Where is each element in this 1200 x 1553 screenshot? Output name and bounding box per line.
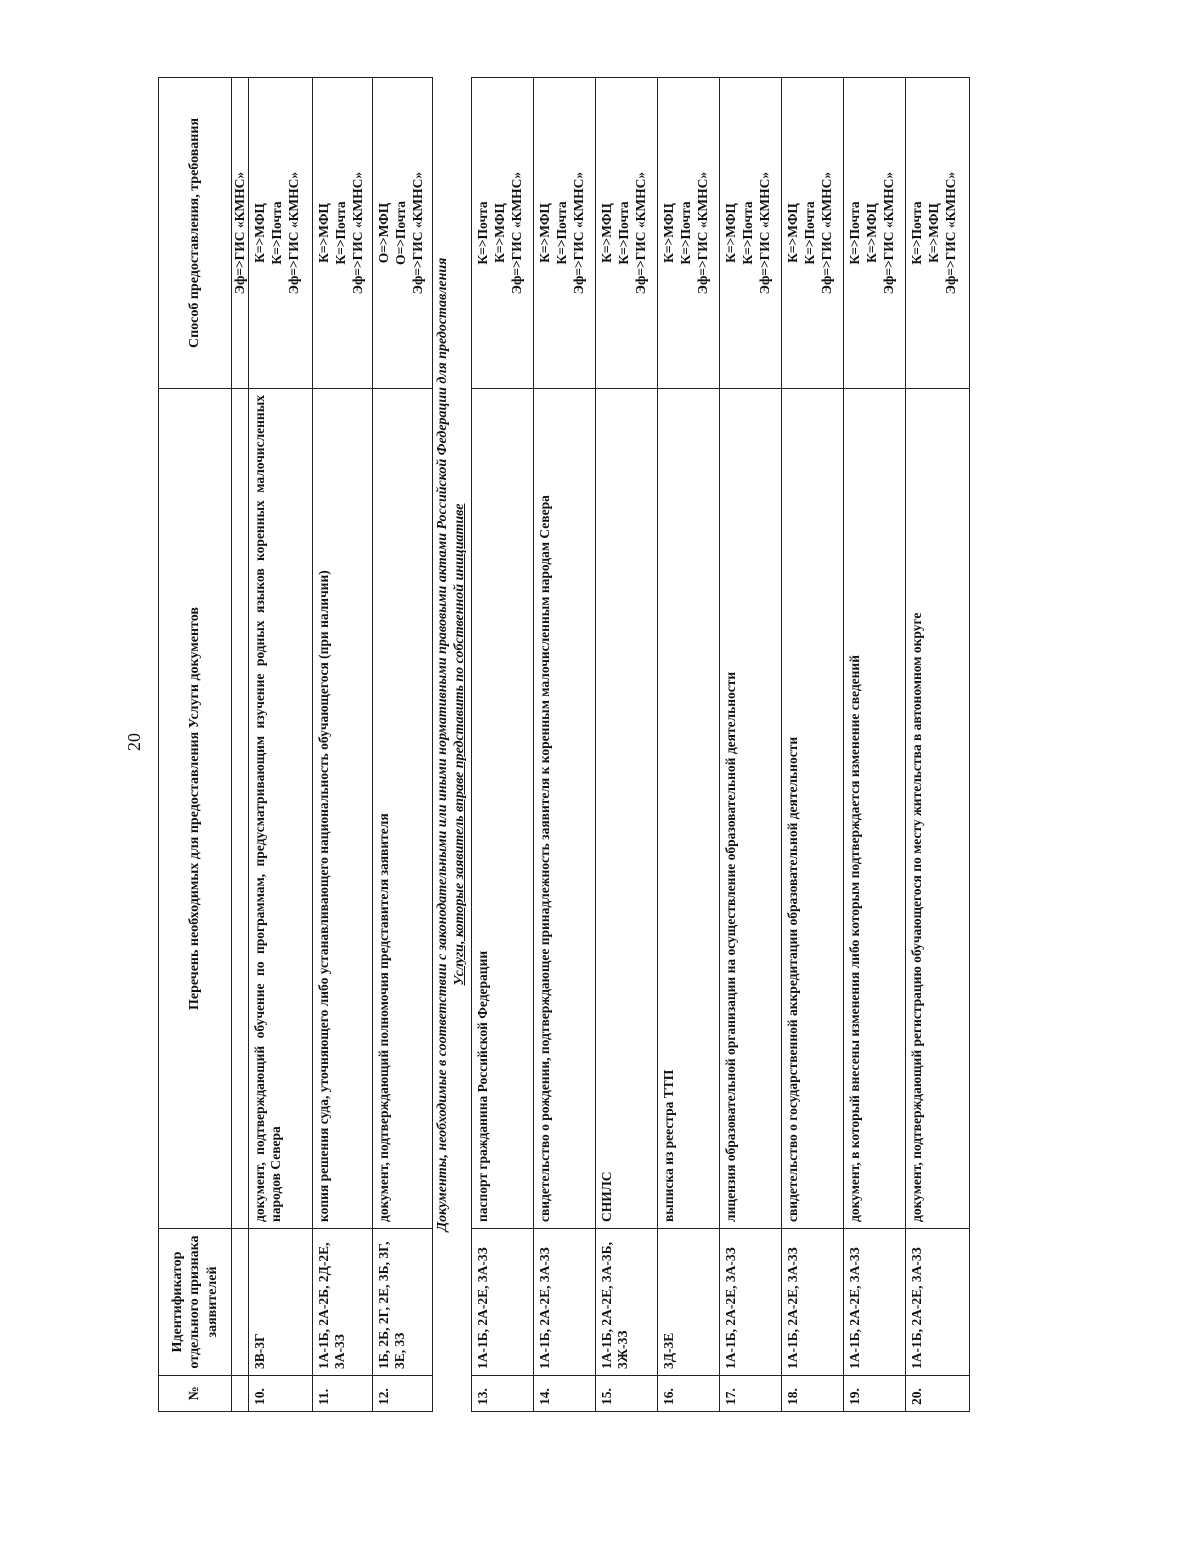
method-line: К=>МФЦ (863, 203, 879, 263)
method-line: Эф=>ГИС «КМНС» (880, 171, 896, 295)
table-row (595, 78, 657, 1412)
header-method: Способ предоставления, требования (159, 78, 232, 389)
row-number: 17. (719, 1376, 781, 1412)
row-number: 11. (313, 1376, 373, 1412)
row-method (843, 78, 905, 389)
row-method (249, 78, 313, 389)
row-identifier: 1А-1Б, 2А-2Е, 3А-3Б, 3Ж-3З (595, 1229, 657, 1376)
row-number: 14. (533, 1376, 595, 1412)
row-number: 12. (373, 1376, 433, 1412)
method-line: К=>Почта (615, 201, 631, 265)
method-line: К=>Почта (553, 201, 569, 265)
row-identifier: 1А-1Б, 2А-2Е, 3А-3З (719, 1229, 781, 1376)
row-number: 13. (471, 1376, 533, 1412)
row-method (905, 78, 969, 389)
table-row (719, 78, 781, 1412)
method-line: Эф=>ГИС «КМНС» (942, 171, 958, 295)
table-row (657, 78, 719, 1412)
row-identifier: 1А-1Б, 2А-2Е, 3А-3З (471, 1229, 533, 1376)
row-number: 10. (249, 1376, 313, 1412)
row-document: паспорт гражданина Российской Федерации (471, 389, 533, 1229)
row-identifier: 1А-1Б, 2А-2Е, 3А-3З (781, 1229, 843, 1376)
row-document: документ, подтверждающий обучение по программам, предусматривающим изучение родных языков коренных малочисленных народов Севера (249, 389, 313, 1229)
table-row (313, 78, 373, 1412)
row-identifier: 3Д-3Е (657, 1229, 719, 1376)
method-line: Эф=>ГИС «КМНС» (756, 171, 772, 295)
row-identifier: 1А-1Б, 2А-2Б, 2Д-2Е, 3А-3З (313, 1229, 373, 1376)
row-document: свидетельство о государственной аккредитации образовательной деятельности (781, 389, 843, 1229)
method-line: Эф=>ГИС «КМНС» (285, 171, 301, 295)
section-line-1: Документы, необходимые в соответствии с законодательными или иными нормативными правовыми актами Российской Федерации для предоставления (435, 257, 451, 1232)
method-line: О=>МФЦ (376, 202, 392, 264)
method-line: Эф=>ГИС «КМНС» (818, 171, 834, 295)
method-line: Эф=>ГИС «КМНС» (632, 171, 648, 295)
method-line: К=>Почта (739, 201, 755, 265)
row-document: документ, подтверждающий полномочия представителя заявителя (373, 389, 433, 1229)
row-number: 20. (905, 1376, 969, 1412)
section-line-2: Услуги, которые заявитель вправе представить по собственной инициативе (451, 503, 467, 986)
row-method (533, 78, 595, 389)
continuation-cell-num (232, 1376, 249, 1412)
row-document: СНИЛС (595, 389, 657, 1229)
table-row (471, 78, 533, 1412)
method-line: К=>МФЦ (722, 203, 738, 263)
header-num: № (159, 1376, 232, 1412)
method-line: К=>МФЦ (925, 203, 941, 263)
method-line: Эф=>ГИС «КМНС» (570, 171, 586, 295)
row-identifier: 3В-3Г (249, 1229, 313, 1376)
method-line: К=>МФЦ (491, 203, 507, 263)
header-documents-list: Перечень необходимых для предоставления Услуги документов (159, 389, 232, 1229)
row-identifier: 1А-1Б, 2А-2Е, 3А-3З (533, 1229, 595, 1376)
row-identifier: 1Б, 2Б, 2Г, 2Е, 3Б, 3Г, 3Е, 3З (373, 1229, 433, 1376)
method-line: К=>МФЦ (598, 203, 614, 263)
section-header (433, 78, 472, 1412)
table-row (905, 78, 969, 1412)
method-line: К=>МФЦ (660, 203, 676, 263)
method-line: Эф=>ГИС «КМНС» (349, 171, 365, 295)
method-line: К=>Почта (474, 201, 490, 265)
table-row (373, 78, 433, 1412)
row-number: 19. (843, 1376, 905, 1412)
continuation-method: Эф=>ГИС «КМНС» (232, 78, 249, 389)
row-number: 15. (595, 1376, 657, 1412)
method-line: К=>Почта (269, 201, 285, 265)
method-line: К=>Почта (908, 201, 924, 265)
method-line: К=>МФЦ (316, 203, 332, 263)
table-row (249, 78, 313, 1412)
row-method (657, 78, 719, 389)
page-number: 20 (124, 733, 144, 751)
table-row (843, 78, 905, 1412)
row-document: копия решения суда, уточняющего либо устанавливающего национальность обучающегося (при наличии) (313, 389, 373, 1229)
method-line: О=>Почта (393, 201, 409, 265)
continuation-cell-list (232, 389, 249, 1229)
method-line: Эф=>ГИС «КМНС» (409, 171, 425, 295)
method-line: К=>Почта (801, 201, 817, 265)
row-document: лицензия образовательной организации на осуществление образовательной деятельности (719, 389, 781, 1229)
row-method (595, 78, 657, 389)
continuation-row (232, 78, 249, 1412)
row-method (781, 78, 843, 389)
row-method (471, 78, 533, 389)
row-method (313, 78, 373, 389)
row-identifier: 1А-1Б, 2А-2Е, 3А-3З (905, 1229, 969, 1376)
row-document: свидетельство о рождении, подтверждающее принадлежность заявителя к коренным малочисленным народам Севера (533, 389, 595, 1229)
row-number: 16. (657, 1376, 719, 1412)
method-line: Эф=>ГИС «КМНС» (508, 171, 524, 295)
continuation-cell-id (232, 1229, 249, 1376)
row-identifier: 1А-1Б, 2А-2Е, 3А-3З (843, 1229, 905, 1376)
row-document: документ, подтверждающий регистрацию обучающегося по месту жительства в автономном округе (905, 389, 969, 1229)
section-header-row (433, 78, 472, 1412)
method-line: Эф=>ГИС «КМНС» (694, 171, 710, 295)
method-line: К=>Почта (677, 201, 693, 265)
documents-table (158, 77, 970, 1412)
table-body (232, 78, 970, 1412)
table-header-row (159, 78, 232, 1412)
row-method (373, 78, 433, 389)
row-document: документ, в который внесены изменения либо которым подтверждается изменение сведений (843, 389, 905, 1229)
table-row (533, 78, 595, 1412)
method-line: К=>МФЦ (536, 203, 552, 263)
row-document: выписка из реестра ТТП (657, 389, 719, 1229)
row-method (719, 78, 781, 389)
row-number: 18. (781, 1376, 843, 1412)
method-line: К=>Почта (846, 201, 862, 265)
method-line: К=>МФЦ (252, 203, 268, 263)
method-line: К=>МФЦ (784, 203, 800, 263)
header-identifier: Идентификатор отдельного признака заявителей (159, 1229, 232, 1376)
rotated-page-content (158, 78, 1003, 1412)
method-line: К=>Почта (333, 201, 349, 265)
table-row (781, 78, 843, 1412)
